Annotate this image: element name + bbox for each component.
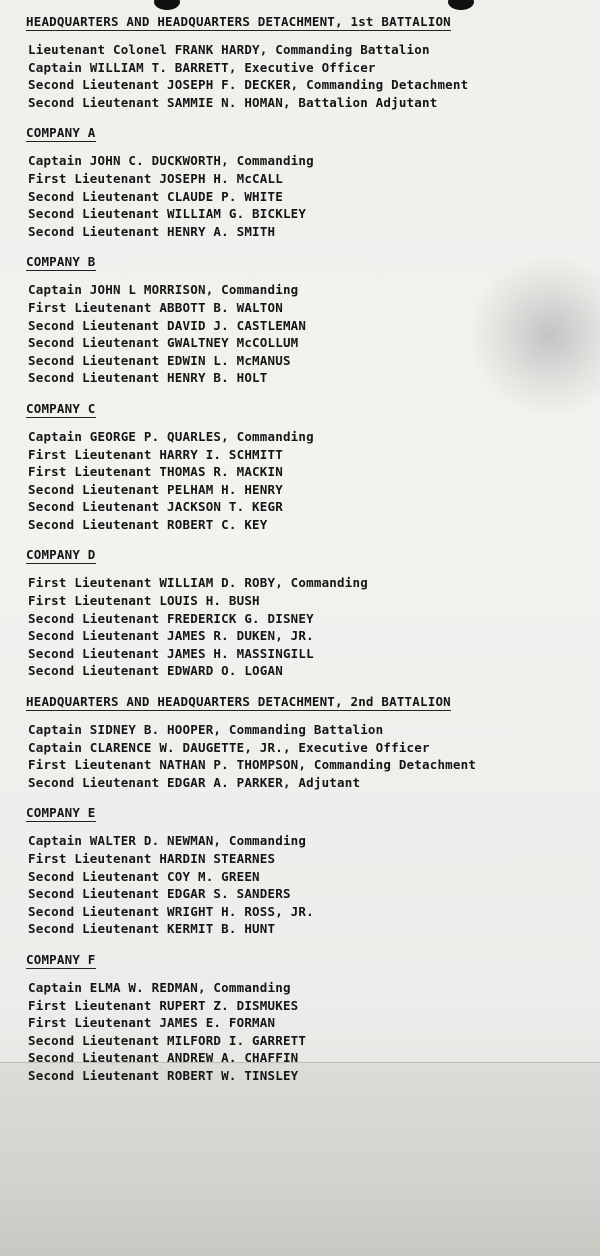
section-company-e — [22, 805, 592, 938]
roster-line: Captain GEORGE P. QUARLES, Commanding — [28, 428, 314, 444]
roster-line: First Lieutenant JOSEPH H. McCALL — [28, 170, 283, 186]
roster-line: Second Lieutenant KERMIT B. HUNT — [28, 921, 276, 937]
roster-line: Captain WILLIAM T. BARRETT, Executive Officer — [28, 59, 376, 75]
section-company-a — [22, 125, 592, 240]
section-company-c — [22, 401, 592, 534]
roster-line: First Lieutenant RUPERT Z. DISMUKES — [28, 997, 299, 1013]
roster-line: Second Lieutenant DAVID J. CASTLEMAN — [28, 317, 307, 333]
section-company-b — [22, 254, 592, 387]
roster-line: First Lieutenant ABBOTT B. WALTON — [28, 299, 283, 315]
section-company-f — [22, 952, 592, 1085]
roster-line: Second Lieutenant EDWIN L. McMANUS — [28, 352, 291, 368]
section-heading: COMPANY E — [26, 805, 96, 821]
roster-line: Second Lieutenant MILFORD I. GARRETT — [28, 1032, 307, 1048]
roster-line: Second Lieutenant WILLIAM G. BICKLEY — [28, 206, 307, 222]
roster-line: Captain ELMA W. REDMAN, Commanding — [28, 979, 291, 995]
roster-line: Second Lieutenant SAMMIE N. HOMAN, Battalion Adjutant — [28, 94, 438, 110]
roster-line: Second Lieutenant GWALTNEY McCOLLUM — [28, 335, 299, 351]
roster-line: Captain CLARENCE W. DAUGETTE, JR., Executive Officer — [28, 739, 430, 755]
section-heading: HEADQUARTERS AND HEADQUARTERS DETACHMENT, 1st BATTALION — [26, 14, 451, 29]
section-heading: COMPANY C — [26, 400, 96, 416]
document-sheet-lower — [0, 1062, 600, 1256]
section-heading: HEADQUARTERS AND HEADQUARTERS DETACHMENT, 2nd BATTALION — [26, 694, 451, 710]
roster-line: Captain JOHN C. DUCKWORTH, Commanding — [28, 153, 314, 169]
roster-line: Second Lieutenant JOSEPH F. DECKER, Commanding Detachment — [28, 77, 469, 93]
roster-line: First Lieutenant JAMES E. FORMAN — [28, 1015, 276, 1031]
roster-line: Captain JOHN L MORRISON, Commanding — [28, 282, 299, 298]
roster-line: Second Lieutenant ROBERT C. KEY — [28, 516, 268, 532]
roster-line: First Lieutenant LOUIS H. BUSH — [28, 593, 260, 609]
section-hq-1st-battalion — [22, 14, 592, 111]
section-company-d — [22, 547, 592, 680]
roster-line: First Lieutenant HARRY I. SCHMITT — [28, 446, 283, 462]
roster-line: Second Lieutenant EDGAR A. PARKER, Adjutant — [28, 774, 361, 790]
roster-line: Second Lieutenant ROBERT W. TINSLEY — [28, 1067, 299, 1083]
section-heading: COMPANY A — [26, 125, 96, 141]
roster-line: Second Lieutenant FREDERICK G. DISNEY — [28, 610, 314, 626]
roster-line: Lieutenant Colonel FRANK HARDY, Commanding Battalion — [28, 42, 430, 57]
section-heading: COMPANY D — [26, 547, 96, 563]
roster-line: Second Lieutenant JAMES H. MASSINGILL — [28, 645, 314, 661]
roster-line: First Lieutenant WILLIAM D. ROBY, Commanding — [28, 575, 368, 591]
roster-line: Second Lieutenant HENRY B. HOLT — [28, 370, 268, 386]
roster-document — [22, 14, 592, 1085]
roster-line: Second Lieutenant PELHAM H. HENRY — [28, 481, 283, 497]
roster-line: Second Lieutenant COY M. GREEN — [28, 868, 260, 884]
roster-line: Second Lieutenant WRIGHT H. ROSS, JR. — [28, 903, 314, 919]
roster-line: Second Lieutenant EDGAR S. SANDERS — [28, 886, 291, 902]
roster-line: First Lieutenant NATHAN P. THOMPSON, Commanding Detachment — [28, 757, 477, 773]
roster-line: First Lieutenant THOMAS R. MACKIN — [28, 464, 283, 480]
roster-line: First Lieutenant HARDIN STEARNES — [28, 851, 276, 866]
roster-line: Second Lieutenant ANDREW A. CHAFFIN — [28, 1050, 299, 1066]
section-hq-2nd-battalion — [22, 694, 592, 791]
section-heading: COMPANY B — [26, 254, 96, 270]
roster-line: Second Lieutenant CLAUDE P. WHITE — [28, 188, 283, 204]
roster-line: Captain SIDNEY B. HOOPER, Commanding Battalion — [28, 722, 384, 738]
section-heading: COMPANY F — [26, 951, 96, 967]
roster-line: Second Lieutenant JAMES R. DUKEN, JR. — [28, 628, 314, 644]
roster-line: Captain WALTER D. NEWMAN, Commanding — [28, 833, 307, 849]
roster-line: Second Lieutenant JACKSON T. KEGR — [28, 499, 283, 515]
roster-line: Second Lieutenant HENRY A. SMITH — [28, 223, 276, 239]
roster-line: Second Lieutenant EDWARD O. LOGAN — [28, 663, 283, 679]
